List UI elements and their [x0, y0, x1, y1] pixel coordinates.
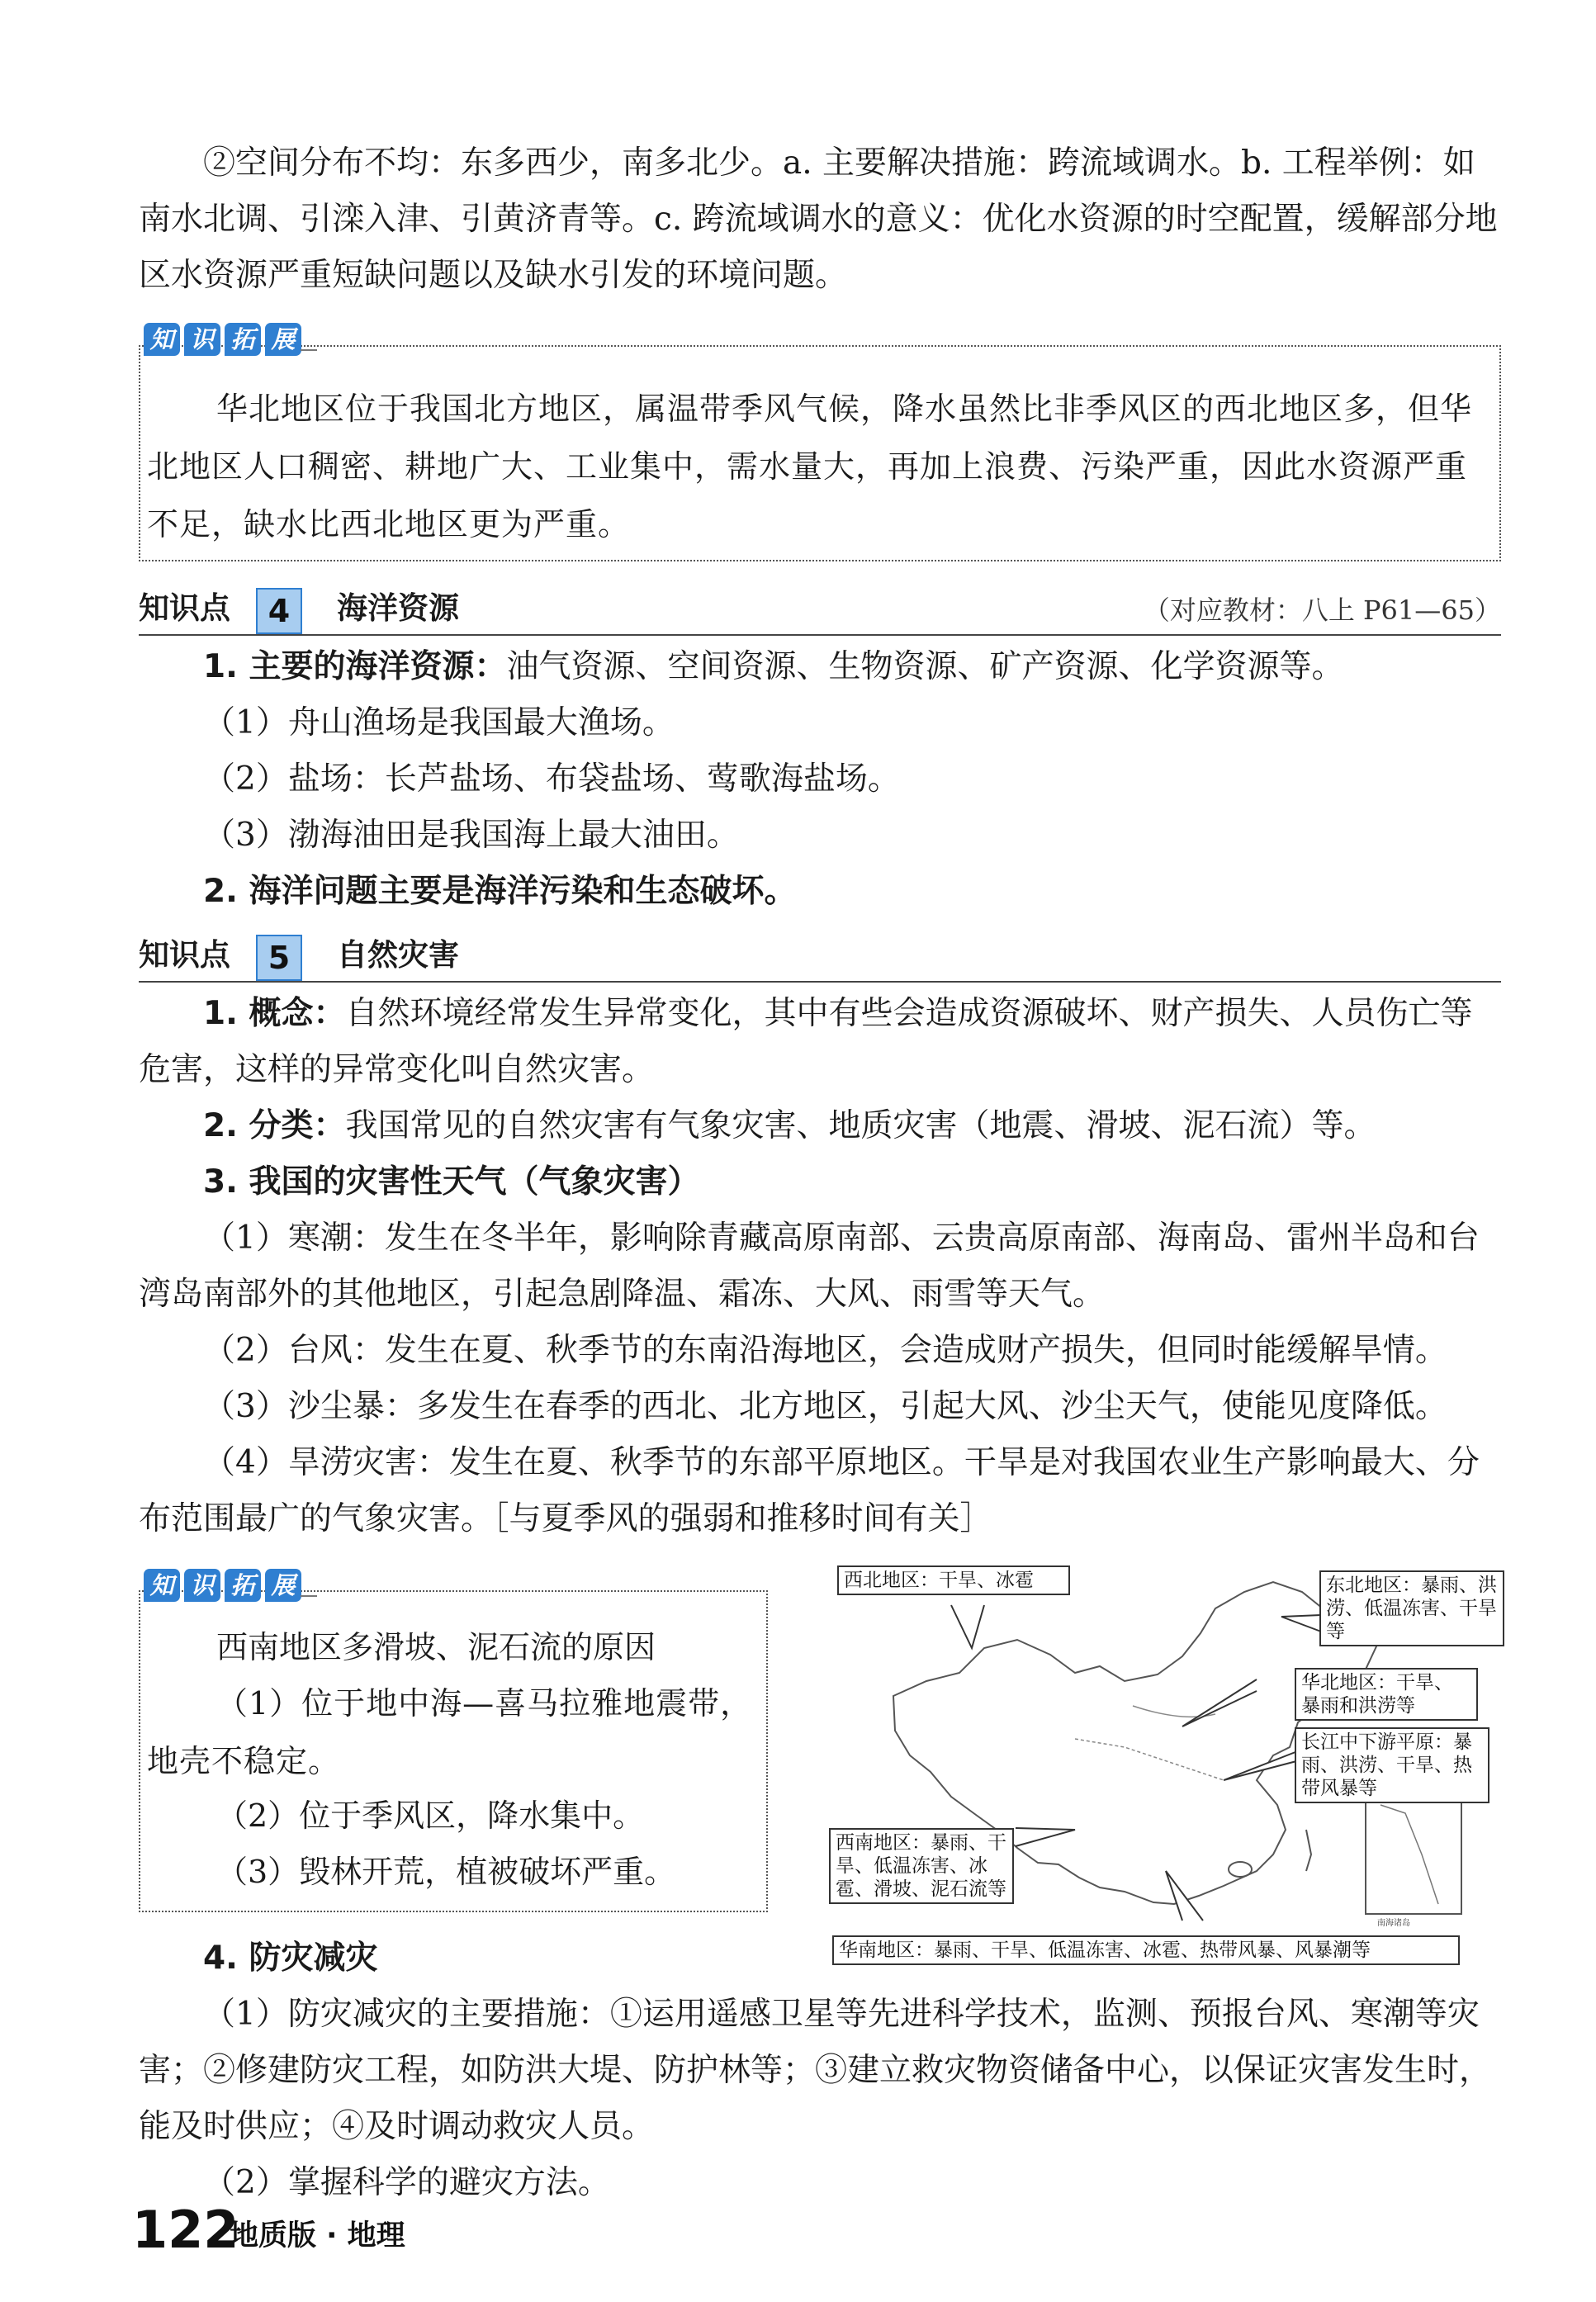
extension-box-2: [139, 1590, 768, 1912]
kp4-line-1-text: 油气资源、空间资源、生物资源、矿产资源、化学资源等。: [506, 648, 1344, 685]
kp4-header: [139, 581, 1501, 636]
extension-2-reason-3: （3）毁林开荒，植被破坏严重。: [216, 1854, 676, 1890]
kp5-concept-head: 1. 概念：: [203, 995, 346, 1032]
pointer-north: [1182, 1679, 1257, 1726]
china-disaster-map: [827, 1557, 1501, 1977]
kp5-prevention-heading-bold: 4. 防灾减灾: [203, 1940, 378, 1977]
kp4-textbook-ref: （对应教材：八上 P61—65）: [1143, 594, 1501, 626]
footer-text: 地质版 · 地理: [230, 2219, 405, 2252]
kp5-classification-head: 2. 分类：: [203, 1107, 346, 1144]
extension-2-reason-1: （1）位于地中海—喜马拉雅地震带，地壳不稳定。: [147, 1685, 753, 1779]
extension-tag-1: [144, 323, 301, 356]
south-sea-inset: [1366, 1797, 1461, 1914]
water-paragraph: ②空间分布不均：东多西少，南多北少。a. 主要解决措施：跨流域调水。b. 工程举例：如南水北调、引滦入津、引黄济青等。c. 跨流域调水的意义：优化水资源的时空配置，缓解部分地区水资源严重短缺问题以及缺水引发的环境问题。: [139, 144, 1498, 294]
tag-char: 拓: [225, 1569, 261, 1602]
kp4-line-4: （3）渤海油田是我国海上最大油田。: [203, 817, 739, 854]
extension-2-reason-2: （2）位于季风区，降水集中。: [216, 1798, 645, 1834]
extension-text-1: 华北地区位于我国北方地区，属温带季风气候，降水虽然比非季风区的西北地区多，但华北地区人口稠密、耕地广大、工业集中，需水量大，再加上浪费、污染严重，因此水资源严重不足，缺水比西北地区更为严重。: [147, 391, 1473, 542]
extension-box-1: [139, 345, 1501, 561]
kp5-cold-wave: （1）寒潮：发生在冬半年，影响除青藏高原南部、云贵高原南部、海南岛、雷州半岛和台湾岛南部外的其他地区，引起急剧降温、霜冻、大风、雨雪等天气。: [139, 1220, 1480, 1313]
pointer-southwest: [1016, 1828, 1075, 1846]
kp4-line-1-head: 1. 主要的海洋资源：: [203, 648, 507, 685]
map-label-north: 华北地区：干旱、暴雨和洪涝等: [1295, 1668, 1478, 1721]
map-label-yangtze: 长江中下游平原：暴雨、洪涝、干旱、热带风暴等: [1295, 1727, 1489, 1803]
kp5-weather-heading: [139, 1154, 1501, 1210]
kp5-number: 5: [256, 935, 302, 981]
kp5-title: 自然灾害: [337, 937, 459, 973]
pointer-northwest: [951, 1605, 984, 1648]
kp4-title: 海洋资源: [337, 590, 459, 626]
map-label-southwest: 西南地区：暴雨、干旱、低温冻害、冰雹、滑坡、泥石流等: [829, 1828, 1014, 1904]
kp4-line-3: （2）盐场：长芦盐场、布袋盐场、莺歌海盐场。: [203, 760, 900, 798]
pointer-yangtze: [1224, 1750, 1300, 1780]
kp5-concept: [139, 986, 1501, 1098]
hainan-island: [1229, 1862, 1252, 1877]
kp4-number: 4: [256, 588, 302, 634]
extension-2-title: 西南地区多滑坡、泥石流的原因: [216, 1629, 656, 1665]
kp4-label: 知识点: [139, 590, 230, 626]
kp5-weather-heading-bold: 3. 我国的灾害性天气（气象灾害）: [203, 1163, 700, 1201]
kp5-typhoon: （2）台风：发生在夏、秋季节的东南沿海地区，会造成财产损失，但同时能缓解旱情。: [203, 1332, 1447, 1369]
tag-char: 知: [144, 323, 180, 356]
map-label-northwest: 西北地区：干旱、冰雹: [837, 1565, 1070, 1595]
tag-char: 拓: [225, 323, 261, 356]
kp5-drought-flood: （4）旱涝灾害：发生在夏、秋季节的东部平原地区。干旱是对我国农业生产影响最大、分布范围最广的气象灾害。［与夏季风的强弱和推移时间有关］: [139, 1444, 1480, 1537]
kp5-label: 知识点: [139, 937, 230, 973]
kp5-classification: [139, 1098, 1501, 1154]
tag-char: 识: [184, 1569, 220, 1602]
tag-char: 识: [184, 323, 220, 356]
kp5-concept-text: 自然环境经常发生异常变化，其中有些会造成资源破坏、财产损失、人员伤亡等危害，这样的异常变化叫自然灾害。: [139, 995, 1473, 1088]
kp5-prevention-methods: （2）掌握科学的避灾方法。: [203, 2164, 610, 2201]
kp5-prevention-heading: [139, 1930, 1501, 1987]
map-label-south: 华南地区：暴雨、干旱、低温冻害、冰雹、热带风暴、风暴潮等: [832, 1935, 1460, 1965]
kp5-classification-text: 我国常见的自然灾害有气象灾害、地质灾害（地震、滑坡、泥石流）等。: [345, 1107, 1376, 1144]
tag-char: 知: [144, 1569, 180, 1602]
kp5-prevention-measures: （1）防灾减灾的主要措施：①运用遥感卫星等先进科学技术，监测、预报台风、寒潮等灾害；②修建防灾工程，如防洪大堤、防护林等；③建立救灾物资储备中心，以保证灾害发生时，能及时供应；④及时调动救灾人员。: [139, 1996, 1492, 2145]
kp4-line-2: （1）舟山渔场是我国最大渔场。: [203, 704, 675, 741]
kp4-line-5-bold: 2. 海洋问题主要是海洋污染和生态破坏。: [203, 873, 797, 910]
map-label-northeast: 东北地区：暴雨、洪涝、低温冻害、干旱等: [1319, 1570, 1504, 1646]
extension-tag-2: [144, 1569, 301, 1602]
kp4-line-5: [139, 864, 1501, 920]
kp4-line-1: [139, 639, 1501, 695]
page-number: 122: [132, 2200, 239, 2260]
tag-char: 展: [265, 1569, 301, 1602]
taiwan-island: [1306, 1830, 1311, 1871]
kp5-header: [139, 928, 1501, 983]
map-inset-label: 南海诸岛: [1377, 1919, 1410, 1928]
kp5-sandstorm: （3）沙尘暴：多发生在春季的西北、北方地区，引起大风、沙尘天气，使能见度降低。: [203, 1388, 1447, 1425]
pointer-northeast: [1281, 1615, 1321, 1632]
tag-char: 展: [265, 323, 301, 356]
